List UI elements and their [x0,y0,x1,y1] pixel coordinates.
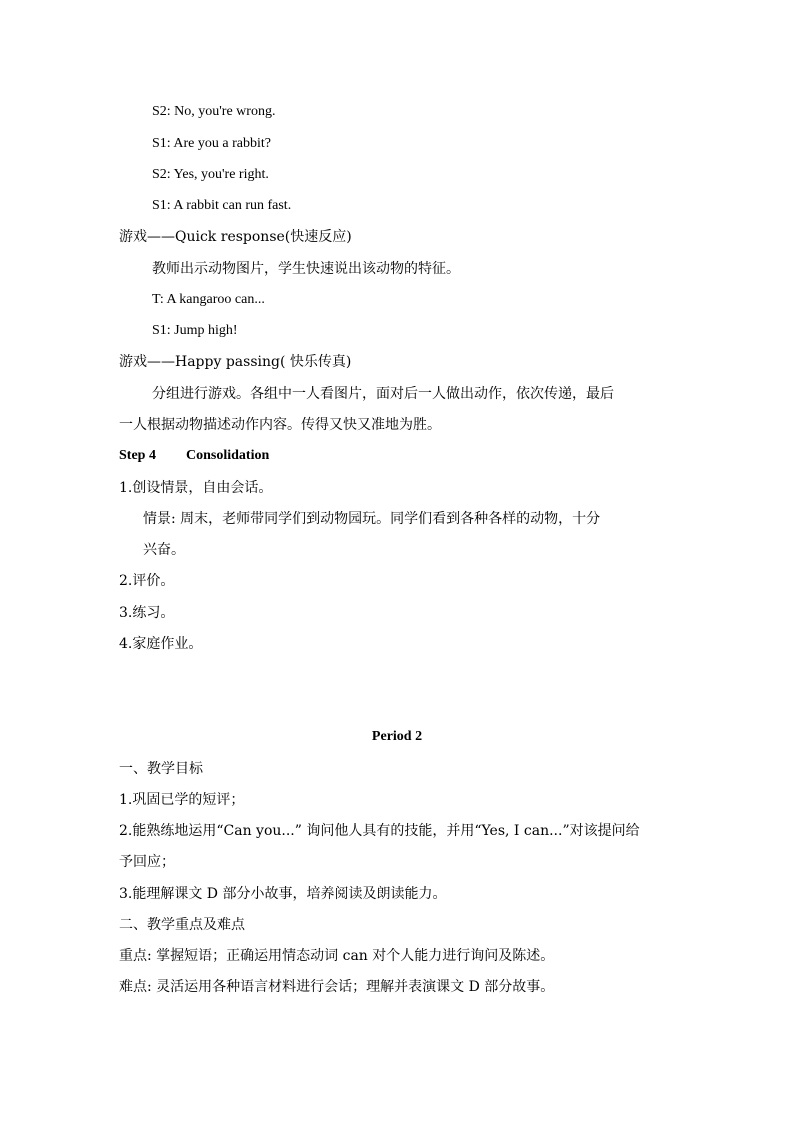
step-title: Consolidation [186,448,270,463]
game-heading: 游戏——Quick response(快速反应) [119,229,352,245]
game-description: 分组进行游戏。各组中一人看图片，面对后一人做出动作，依次传递，最后 [152,386,614,402]
goal-item: 1.巩固已学的短评； [119,792,245,808]
dialog-line: S2: Yes, you're right. [152,167,269,182]
section-heading: 一、教学目标 [119,761,203,777]
goal-item: 予回应； [119,854,175,870]
game-description: 一人根据动物描述动作内容。传得又快又准地为胜。 [119,417,441,433]
section-heading: 二、教学重点及难点 [119,917,245,933]
dialog-line: T: A kangaroo can... [152,292,265,307]
key-point: 重点: 掌握短语；正确运用情态动词 can 对个人能力进行询问及陈述。 [119,948,555,964]
goal-item: 2.能熟练地运用“Can you...” 询问他人具有的技能，并用“Yes, I can...”对该提问给 [119,823,640,839]
dialog-line: S1: Are you a rabbit? [152,136,271,151]
game-heading: 游戏——Happy passing( 快乐传真) [119,354,352,370]
dialog-line: S1: A rabbit can run fast. [152,198,292,213]
scene-text: 兴奋。 [143,542,185,558]
dialog-line: S1: Jump high! [152,323,238,338]
step-item: 4.家庭作业。 [119,636,203,652]
scene-text: 情景: 周末，老师带同学们到动物园玩。同学们看到各种各样的动物，十分 [143,511,601,527]
step-item: 3.练习。 [119,605,175,621]
dialog-line: S2: No, you're wrong. [152,104,276,119]
step-item: 2.评价。 [119,573,175,589]
step-item: 1.创设情景，自由会话。 [119,480,273,496]
step-label: Step 4 [119,448,156,463]
game-description: 教师出示动物图片，学生快速说出该动物的特征。 [152,261,460,277]
goal-item: 3.能理解课文 D 部分小故事，培养阅读及朗读能力。 [119,886,447,902]
difficult-point: 难点: 灵活运用各种语言材料进行会话；理解并表演课文 D 部分故事。 [119,979,555,995]
period-title: Period 2 [371,729,423,744]
